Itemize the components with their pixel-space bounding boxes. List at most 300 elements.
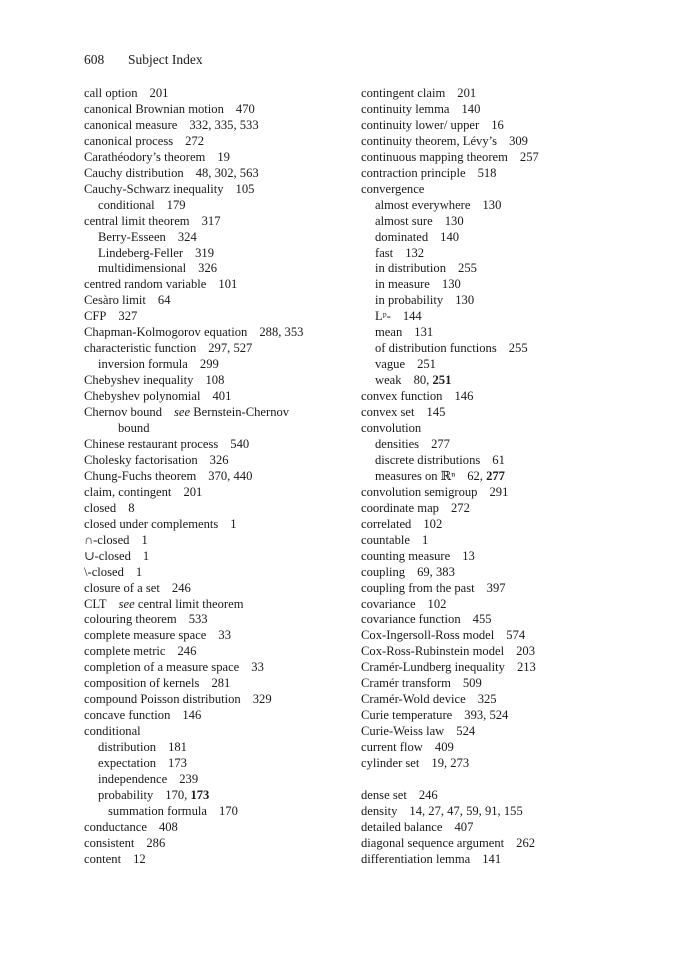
page-refs [478, 166, 497, 180]
index-entry [361, 597, 661, 613]
index-term: Cramér-Wold device [361, 692, 466, 707]
index-term: conditional [84, 724, 141, 739]
page-refs [440, 230, 459, 244]
page-ref: 108 [205, 373, 225, 388]
page-refs [516, 836, 535, 850]
page-ref: 286 [146, 835, 166, 850]
page-refs [211, 676, 230, 690]
index-term: continuity lower/ upper [361, 117, 480, 132]
index-entry [361, 421, 661, 437]
page-refs [150, 86, 169, 100]
page-refs [133, 852, 146, 866]
index-term: canonical measure [84, 117, 178, 132]
index-term: convex function [361, 389, 443, 404]
page-ref: 101 [218, 277, 238, 292]
page-ref: 262 [516, 835, 536, 850]
index-entry [361, 134, 661, 150]
page-refs [462, 102, 481, 116]
index-term: Chinese restaurant process [84, 436, 219, 451]
index-entry [84, 293, 359, 309]
index-term: composition of kernels [84, 676, 200, 691]
index-term: conditional [98, 197, 155, 212]
page-ref: 19 [217, 149, 230, 164]
index-term: counting measure [361, 548, 451, 563]
page-refs [185, 134, 204, 148]
page-refs [473, 612, 492, 626]
page-ref: 130 [482, 197, 502, 212]
page-refs [464, 708, 508, 722]
page-ref: 33 [251, 660, 264, 675]
index-entry [84, 852, 359, 868]
page-ref: 297, 527 [208, 341, 253, 356]
page-ref: 408 [158, 819, 178, 834]
page-ref: 130 [455, 293, 475, 308]
index-term: bound [118, 421, 150, 436]
page-ref: 533 [188, 612, 208, 627]
page-ref: 130 [441, 277, 461, 292]
see-reference [174, 405, 289, 419]
index-entry [84, 565, 359, 581]
index-term: discrete distributions [375, 452, 481, 467]
page-refs [208, 469, 252, 483]
index-subentry [361, 373, 661, 389]
page-ref: 327 [118, 309, 138, 324]
page-number: 608 [84, 52, 105, 67]
page-ref: 309 [509, 133, 528, 148]
page-ref: 319 [195, 245, 214, 260]
index-subentry [84, 772, 359, 788]
index-term: continuity lemma [361, 101, 450, 116]
page-ref: 397 [486, 580, 506, 595]
index-term: Chebyshev polynomial [84, 389, 201, 404]
page-refs [128, 501, 134, 515]
page-refs [202, 214, 221, 228]
page-ref: 102 [423, 516, 443, 531]
letter-gap [361, 772, 661, 788]
page-refs [212, 389, 231, 403]
index-entry [84, 469, 359, 485]
page-ref: 170 [219, 803, 238, 818]
page-refs [217, 150, 230, 164]
page-ref: 132 [405, 245, 425, 260]
page-ref: 201 [457, 86, 477, 100]
index-entry [361, 644, 661, 660]
page-refs [451, 501, 470, 515]
index-subentry [84, 740, 359, 756]
index-entry [361, 708, 661, 724]
page-ref: 281 [211, 676, 231, 691]
index-entry [361, 389, 661, 405]
page-refs [445, 214, 464, 228]
page-ref: 173 [168, 756, 187, 771]
index-subentry [361, 309, 661, 325]
page-refs [236, 102, 255, 116]
index-entry [84, 341, 359, 357]
index-term: Lindeberg-Feller [98, 245, 184, 260]
index-entry [361, 182, 661, 198]
page-refs [141, 533, 147, 547]
index-term: correlated [361, 516, 412, 531]
index-term: dense set [361, 787, 407, 802]
index-term: Chapman-Kolmogorov equation [84, 325, 248, 340]
index-term: complete measure space [84, 628, 207, 643]
index-subentry [361, 198, 661, 214]
page-ref: 80, [413, 373, 433, 388]
index-term: Curie-Weiss law [361, 724, 445, 739]
page-refs [435, 740, 454, 754]
page-ref: 33 [218, 628, 231, 643]
index-entry [84, 612, 359, 628]
index-subentry [84, 756, 359, 772]
index-term: CFP [84, 309, 107, 324]
index-term: measures on ℝⁿ [375, 468, 456, 483]
page-header [84, 52, 203, 68]
index-entry [84, 724, 359, 740]
page-ref: 470 [235, 101, 255, 116]
index-entry [361, 118, 661, 134]
index-entry [84, 581, 359, 597]
page-ref: 251 [417, 357, 436, 372]
index-entry [361, 102, 661, 118]
index-term: differentiation lemma [361, 851, 471, 866]
page-ref: 145 [426, 405, 446, 420]
index-term: in distribution [375, 261, 447, 276]
page-refs [478, 692, 497, 706]
index-entry [84, 517, 359, 533]
page-refs [210, 453, 229, 467]
index-entry [84, 437, 359, 453]
index-entry [84, 836, 359, 852]
index-entry [361, 612, 661, 628]
index-entry [84, 214, 359, 230]
index-entry [84, 405, 359, 421]
index-entry [84, 820, 359, 836]
index-subentry [361, 293, 661, 309]
index-term: convergence [361, 181, 425, 196]
page-refs [168, 756, 187, 770]
page-refs [183, 485, 202, 499]
index-entry [84, 708, 359, 724]
page-ref: 179 [166, 197, 186, 212]
page-ref: 1 [230, 516, 237, 531]
index-entry [361, 852, 661, 868]
index-term: complete metric [84, 644, 166, 659]
page-ref: 8 [128, 500, 135, 515]
page-refs [455, 293, 474, 307]
page-refs [463, 676, 482, 690]
page-ref: 407 [454, 819, 474, 834]
page-refs [189, 118, 258, 132]
index-subentry [361, 261, 661, 277]
index-term: cylinder set [361, 756, 420, 771]
page-ref: 105 [235, 181, 255, 196]
page-refs [423, 517, 442, 531]
index-term: Cauchy distribution [84, 165, 184, 180]
page-ref: 393, 524 [464, 708, 509, 723]
index-entry [84, 533, 359, 549]
index-entry [84, 389, 359, 405]
see-target: central limit theorem [137, 596, 244, 611]
page-ref: 277 [431, 436, 450, 451]
index-subentry [361, 453, 661, 469]
index-term: closed [84, 500, 117, 515]
index-term: of distribution functions [375, 341, 497, 356]
index-subsubentry [84, 804, 359, 820]
index-term: concave function [84, 708, 171, 723]
page-refs [482, 198, 501, 212]
page-ref: 146 [454, 389, 474, 404]
index-term: CLT [84, 596, 107, 611]
index-entry [84, 150, 359, 166]
index-subentry [361, 437, 661, 453]
page-ref: 370, 440 [208, 468, 253, 483]
index-term: Cramér-Lundberg inequality [361, 660, 505, 675]
index-term: ∪-closed [84, 548, 131, 563]
page-refs [230, 517, 236, 531]
page-ref: 540 [230, 436, 250, 451]
index-term: Lᵖ- [375, 309, 391, 324]
index-entry [361, 660, 661, 676]
index-entry [361, 166, 661, 182]
page-ref: 255 [508, 341, 528, 356]
page-refs [454, 389, 473, 403]
index-entry [84, 660, 359, 676]
page-refs [218, 277, 237, 291]
index-term: Chernov bound [84, 405, 163, 420]
index-term: summation formula [108, 803, 207, 818]
page-refs [456, 724, 475, 738]
page-refs [168, 740, 187, 754]
index-entry [361, 581, 661, 597]
index-term: in measure [375, 277, 430, 292]
page-ref: 272 [450, 500, 470, 515]
index-term: conductance [84, 819, 147, 834]
index-term: mean [375, 325, 403, 340]
index-term: almost everywhere [375, 197, 471, 212]
page-refs [419, 788, 438, 802]
index-column-left [84, 86, 359, 868]
page-refs [218, 628, 231, 642]
page-refs [457, 86, 476, 100]
page-refs [414, 373, 452, 387]
page-refs [219, 804, 238, 818]
page-ref: 144 [402, 309, 422, 324]
page-refs [491, 118, 504, 132]
page-refs [431, 756, 469, 770]
page-refs [146, 836, 165, 850]
page-refs [405, 246, 424, 260]
index-subentry [361, 214, 661, 230]
page-ref: 140 [461, 101, 481, 116]
index-term: fast [375, 245, 394, 260]
page-refs [158, 293, 171, 307]
page-refs [236, 182, 255, 196]
page-refs [172, 581, 191, 595]
index-term: inversion formula [98, 357, 188, 372]
page-ref: 246 [177, 644, 197, 659]
page-refs [509, 134, 528, 148]
index-subentry [84, 230, 359, 246]
index-term: Chung-Fuchs theorem [84, 468, 197, 483]
index-entry [361, 501, 661, 517]
page-ref: 455 [472, 612, 492, 627]
index-term: continuous mapping theorem [361, 149, 508, 164]
index-entry [84, 277, 359, 293]
page-refs [251, 660, 264, 674]
page-ref: 141 [482, 851, 502, 866]
index-term: coordinate map [361, 500, 439, 515]
page-refs [182, 708, 201, 722]
page-refs [118, 309, 137, 323]
index-entry-continuation [84, 421, 359, 437]
index-entry [361, 756, 661, 772]
page-ref: 146 [182, 708, 202, 723]
index-term: canonical process [84, 133, 174, 148]
page-refs [458, 261, 477, 275]
index-term: Cramér transform [361, 676, 451, 691]
index-term: characteristic function [84, 341, 197, 356]
index-term: diagonal sequence argument [361, 835, 505, 850]
index-term: centred random variable [84, 277, 207, 292]
see-word: see [118, 596, 135, 611]
page-ref: 130 [444, 213, 464, 228]
page-ref: 257 [519, 149, 539, 164]
running-title: Subject Index [128, 52, 203, 67]
page-refs [195, 246, 214, 260]
index-entry [361, 788, 661, 804]
page-ref: 16 [491, 117, 504, 132]
page-refs [259, 325, 303, 339]
page-ref: 518 [477, 165, 497, 180]
index-subentry [361, 246, 661, 262]
page-ref: 326 [198, 261, 218, 276]
index-term: expectation [98, 756, 157, 771]
page-ref: 1 [135, 564, 143, 579]
page-refs [489, 485, 508, 499]
index-term: probability [98, 787, 154, 802]
page-refs [198, 261, 217, 275]
index-term: continuity theorem, Lévy’s [361, 133, 498, 148]
page-refs [208, 341, 252, 355]
index-term: Cesàro limit [84, 293, 146, 308]
index-term: call option [84, 86, 138, 100]
page-ref: 324 [177, 229, 197, 244]
see-target: Bernstein-Chernov [193, 405, 290, 420]
page-ref: 325 [477, 692, 497, 707]
page-ref: 409 [434, 740, 454, 755]
page-ref: 1 [421, 532, 429, 547]
page-ref: 14, 27, 47, 59, 91, 155 [409, 803, 523, 818]
index-entry [361, 628, 661, 644]
page-ref: 272 [185, 133, 205, 148]
index-term: closed under complements [84, 516, 219, 531]
page-refs [431, 437, 450, 451]
index-term: \-closed [84, 564, 124, 579]
page-ref: 102 [427, 596, 447, 611]
index-term: coupling from the past [361, 580, 475, 595]
index-term: distribution [98, 740, 157, 755]
page-ref: 1 [142, 548, 150, 563]
page-ref-bold: 277 [486, 468, 505, 483]
index-entry [361, 820, 661, 836]
index-term: content [84, 851, 122, 866]
index-term: Cauchy-Schwarz inequality [84, 181, 224, 196]
index-entry [84, 597, 359, 613]
index-subentry [361, 325, 661, 341]
page-ref: 332, 335, 533 [189, 117, 259, 132]
index-term: closure of a set [84, 580, 160, 595]
index-entry [361, 86, 661, 102]
index-entry [361, 405, 661, 421]
index-term: convex set [361, 405, 415, 420]
index-entry [361, 549, 661, 565]
page-ref: 203 [516, 644, 535, 659]
index-term: Cholesky factorisation [84, 452, 198, 467]
page-refs [417, 565, 455, 579]
index-subentry [361, 341, 661, 357]
page-ref: 255 [458, 261, 477, 276]
page-ref: 401 [212, 389, 232, 404]
index-term: central limit theorem [84, 213, 190, 228]
page-ref-bold: 173 [190, 787, 210, 802]
index-term: densities [375, 436, 420, 451]
index-entry [84, 182, 359, 198]
page-refs [200, 357, 219, 371]
index-entry [84, 118, 359, 134]
page-refs [516, 644, 535, 658]
page-ref: 299 [199, 357, 219, 372]
index-term: convolution semigroup [361, 484, 478, 499]
index-term: density [361, 803, 398, 818]
index-subentry [361, 230, 661, 246]
index-term: dominated [375, 229, 429, 244]
index-term: Cox-Ross-Rubinstein model [361, 644, 505, 659]
index-term: contingent claim [361, 86, 446, 100]
page-ref: 61 [492, 452, 505, 467]
page-refs [178, 230, 197, 244]
page-ref: 1 [141, 532, 148, 547]
page-refs [196, 166, 259, 180]
index-term: covariance function [361, 612, 461, 627]
page-ref: 246 [171, 580, 191, 595]
index-term: Berry-Esseen [98, 229, 166, 244]
index-entry [361, 565, 661, 581]
index-term: vague [375, 357, 406, 372]
page-refs [428, 597, 447, 611]
index-entry [361, 485, 661, 501]
index-term: multidimensional [98, 261, 187, 276]
index-term: Curie temperature [361, 708, 453, 723]
index-term: completion of a measure space [84, 660, 240, 675]
page-refs [143, 549, 149, 563]
index-entry [84, 325, 359, 341]
index-entry [84, 644, 359, 660]
index-entry [361, 836, 661, 852]
see-reference [119, 597, 244, 611]
index-entry [84, 485, 359, 501]
index-entry [361, 150, 661, 166]
page-ref: 64 [157, 293, 171, 308]
index-column-right [361, 86, 661, 868]
page-ref: 19, 273 [431, 756, 470, 771]
index-entry [84, 692, 359, 708]
page-ref: 574 [506, 628, 526, 643]
index-subentry [84, 357, 359, 373]
index-term: Carathéodory’s theorem [84, 149, 206, 164]
index-subentry [84, 198, 359, 214]
page-ref: 291 [489, 484, 509, 499]
page-refs [136, 565, 142, 579]
